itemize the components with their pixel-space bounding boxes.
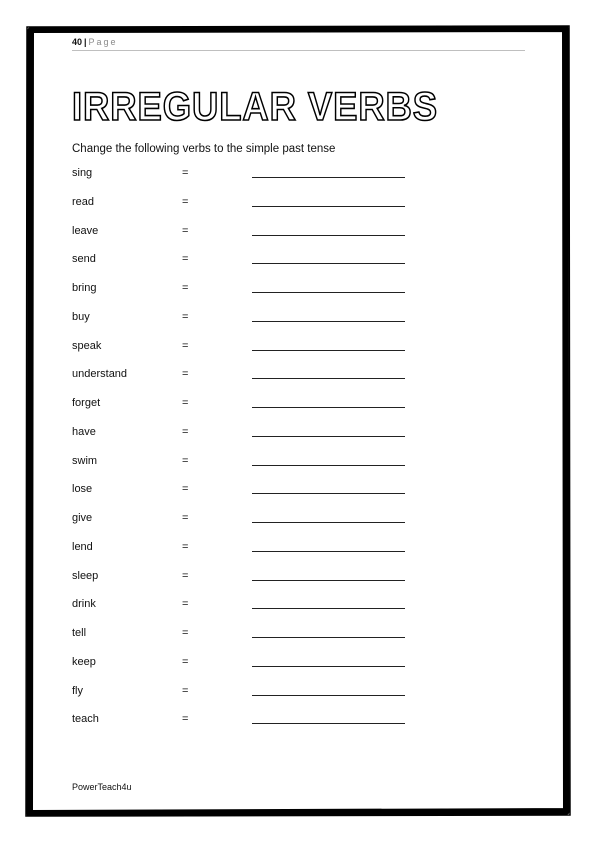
equals-sign: = <box>182 368 189 381</box>
verb-word: lose <box>72 483 93 496</box>
verb-row <box>72 166 412 180</box>
equals-sign: = <box>182 397 189 409</box>
equals-sign: = <box>182 598 189 611</box>
equals-sign: = <box>182 167 189 179</box>
answer-line[interactable] <box>252 723 405 724</box>
answer-line[interactable] <box>252 666 405 667</box>
answer-line[interactable] <box>252 465 405 466</box>
verb-row <box>72 655 412 669</box>
verb-word: teach <box>72 713 99 726</box>
answer-line[interactable] <box>252 522 405 523</box>
verb-row <box>72 425 412 439</box>
verb-row <box>72 511 412 525</box>
verb-word: drink <box>72 598 96 611</box>
title-text: IRREGULAR VERBS <box>72 85 438 128</box>
equals-sign: = <box>182 282 189 294</box>
verb-row <box>72 684 412 698</box>
equals-sign: = <box>182 684 189 697</box>
verb-row <box>72 626 412 640</box>
answer-line[interactable] <box>252 350 405 351</box>
verb-word: give <box>72 512 93 524</box>
verb-word: swim <box>72 454 98 467</box>
answer-line[interactable] <box>252 436 405 437</box>
answer-line[interactable] <box>252 263 405 264</box>
verb-row <box>72 224 412 238</box>
instruction-text: Change the following verbs to the simple past tense <box>72 143 336 155</box>
page-label: Page <box>88 37 118 47</box>
verb-word: send <box>72 253 96 266</box>
equals-sign: = <box>182 339 189 352</box>
verb-word: leave <box>72 224 99 237</box>
verb-row <box>72 310 412 324</box>
verb-word: fly <box>72 684 83 697</box>
footer-brand: PowerTeach4u <box>72 782 132 792</box>
equals-sign: = <box>182 224 189 237</box>
verb-word: understand <box>72 368 128 381</box>
equals-sign: = <box>182 425 189 438</box>
equals-sign: = <box>182 310 189 323</box>
equals-sign: = <box>182 512 189 524</box>
answer-line[interactable] <box>252 493 405 494</box>
equals-sign: = <box>182 713 189 726</box>
page-number: 40 <box>72 37 83 47</box>
equals-sign: = <box>182 253 189 266</box>
verb-word: speak <box>72 339 102 352</box>
answer-line[interactable] <box>252 551 405 552</box>
answer-line[interactable] <box>252 321 405 322</box>
verb-word: sing <box>72 167 93 179</box>
answer-line[interactable] <box>252 407 405 408</box>
verb-row <box>72 540 412 554</box>
worksheet-title <box>70 84 470 128</box>
verb-row <box>72 712 412 726</box>
equals-sign: = <box>182 454 189 467</box>
header-separator: | <box>84 37 87 47</box>
equals-sign: = <box>182 483 189 496</box>
equals-sign: = <box>182 195 189 208</box>
answer-line[interactable] <box>252 292 405 293</box>
answer-line[interactable] <box>252 608 405 609</box>
verb-word: bring <box>72 282 97 294</box>
equals-sign: = <box>182 627 189 639</box>
verb-row <box>72 482 412 496</box>
verb-word: lend <box>72 540 93 553</box>
verb-word: have <box>72 425 96 438</box>
verb-row <box>72 396 412 410</box>
verb-row <box>72 281 412 295</box>
verb-row <box>72 597 412 611</box>
answer-line[interactable] <box>252 637 405 638</box>
equals-sign: = <box>182 655 189 668</box>
answer-line[interactable] <box>252 580 405 581</box>
verb-row <box>72 569 412 583</box>
answer-line[interactable] <box>252 177 405 178</box>
verb-word: forget <box>72 397 101 409</box>
verb-row <box>72 252 412 266</box>
verb-word: sleep <box>72 569 99 582</box>
verb-word: tell <box>72 627 87 639</box>
verb-word: keep <box>72 655 96 668</box>
verb-word: buy <box>72 310 90 323</box>
verb-row <box>72 195 412 209</box>
answer-line[interactable] <box>252 378 405 379</box>
page-header <box>72 36 525 51</box>
answer-line[interactable] <box>252 695 405 696</box>
verb-row <box>72 367 412 381</box>
answer-line[interactable] <box>252 235 405 236</box>
answer-line[interactable] <box>252 206 405 207</box>
verb-row <box>72 339 412 353</box>
equals-sign: = <box>182 540 189 553</box>
verb-word: read <box>72 195 95 208</box>
verb-row <box>72 454 412 468</box>
equals-sign: = <box>182 569 189 582</box>
